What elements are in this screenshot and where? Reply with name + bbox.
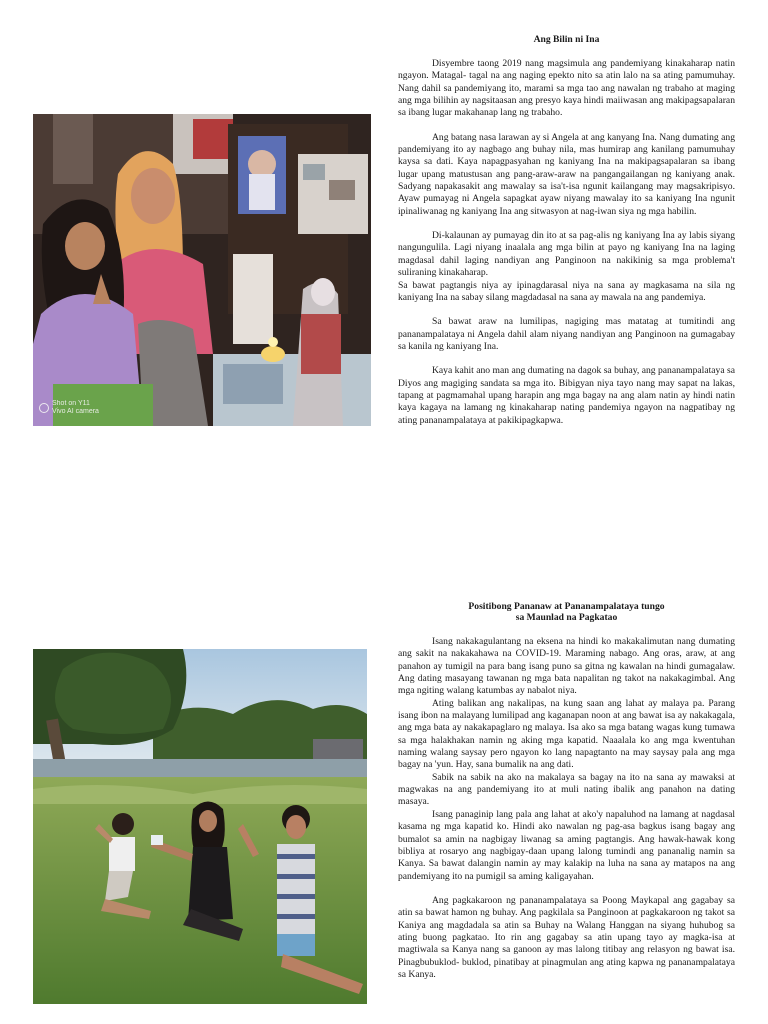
article-1-paragraph-2: Ang batang nasa larawan ay si Angela at ang kanyang Ina. Nang dumating ang pandemiyang ito ay nagbago ang buhay nila, mas humirap ang kanilang pamumuhay kaysa sa dati. Kaya napagpasyahan ng kaniyang Ina na makipagsapalaran sa ibang lugar upang matustusan ang pang-araw-araw na pangangailangan ng kaniyang anak. Sadyang napakasakit ang mawalay sa isa't-isa ngunit kailangang may magsakripisyo. Ayaw pumayag ni Angela sapagkat ayaw niyang mawalay ito sa kaniyang Ina ngunit ipinaliwanag ng kaniyang Ina ang sitwasyon at nag-iwan siya ng mga habilin. xyxy=(398,131,735,217)
article-1-paragraph-6: Kaya kahit ano man ang dumating na dagok sa buhay, ang pananampalataya sa Diyos ang magiging sandata sa mga ito. Bibigyan niya tayo nang may sapat na lakas, tapang at pagmamahal upang harapin ang mga bagay na ang alam natin ay hindi natin kaya kagaya na lamang ng kinakaharap nating pandemiya ngayon na nagpatibay ng ating pananampalataya at pakikipagkapwa. xyxy=(398,365,735,426)
watermark-line-2: Vivo AI camera xyxy=(52,408,99,415)
camera-logo-icon xyxy=(39,403,49,413)
article-2-title-line-1: Positibong Pananaw at Pananampalataya tungo xyxy=(468,601,665,612)
article-2-paragraph-5: Ang pagkakaroon ng pananampalataya sa Poong Maykapal ang gagabay sa atin sa bawat hamon ng buhay. Ang pagkilala sa Panginoon at pagkakaroon ng takot sa Kaniya ang magdadala sa atin sa Buhay na Walang Hanggan na siyang huhubog sa ating buong pagkatao. Ito rin ang gagabay sa atin upang tayo ay magka-isa at magtiwala sa Kanya nang sa ganoon ay mas lalong titibay ang relasyon ng bawat isa. Pinagbubuklod- buklod, pinatibay at pinagmulan ang ating kapwa ng pananampalataya sa Kanya. xyxy=(398,894,735,980)
article-2-paragraph-4: Isang panaginip lang pala ang lahat at ako'y napaluhod na lamang at nagdasal kasama ng mga kapatid ko. Hindi ako nawalan ng pag-asa bagkus isang bagay ang bumalot sa amin na nagbigay liwanag sa aming pagtangis. Ang hawak-hawak kong bibliya at rosaryo ang nagbigay-daan upang lalong tumindi ang pananalig namin sa Kanya. Sa bawat dalangin namin ay may kalakip na luha na sana ay matapos na ang pandemiyang ito na pumigil sa aming kaligayahan. xyxy=(398,808,735,882)
article-positibong-pananaw xyxy=(398,601,735,981)
photo-children-praying xyxy=(33,649,367,1004)
photo-children-praying-image xyxy=(33,649,367,1004)
camera-watermark xyxy=(39,400,99,416)
watermark-line-1: Shot on Y11 xyxy=(52,400,90,407)
article-2-paragraph-3: Sabik na sabik na ako na makalaya sa bagay na ito na sana ay mawaksi at magwakas na ang pandemiyang ito at muli nating ibalik ang panahon na dating masaya. xyxy=(398,771,735,808)
photo-angela-and-mother-image xyxy=(33,114,371,426)
photo-angela-and-mother xyxy=(33,114,371,426)
article-1-title: Ang Bilin ni Ina xyxy=(533,34,600,45)
article-1-paragraph-5: Sa bawat araw na lumilipas, nagiging mas matatag at tumitindi ang pananampalataya ni Angela dahil alam niyang nandiyan ang Panginoon na gumagabay sa kanila ng kaniyang Ina. xyxy=(398,316,735,352)
article-ang-bilin-ni-ina xyxy=(398,34,735,427)
article-2-paragraph-2: Ating balikan ang nakalipas, na kung saan ang lahat ay malaya pa. Parang isang ibon na malayang lumilipad ang kaganapan noon at ang bawat isa ay nakakagala, ang mga bata ay nakakapaglaro ng malaya. Isa ako sa mga batang wagas kung tumawa sa mga halakhakan namin ng aking mga kapatid. Naaalala ko ang mga kwentuhan naming walang saysay pero ngayon ko lang napagtanto na may saysay pala ang mga bagay na 'yun. Hay, sana bumalik na ang dati. xyxy=(398,697,735,771)
article-2-title xyxy=(398,601,735,623)
article-2-paragraph-1: Isang nakakagulantang na eksena na hindi ko makakalimutan nang dumating ang sakit na nakakahawa na COVID-19. Maraming nabago. Ang oras, araw, at ang panahon ay tumigil na para bang isang puno sa gitna ng kawalan na hindi gumagalaw. Ang dating masayang tawanan ng mga bata napalitan ng takot na nakakagimbal. Ang mga ngiting walang katumbas ay nabalot niya. xyxy=(398,636,735,697)
article-2-title-line-2: sa Maunlad na Pagkatao xyxy=(515,612,618,623)
article-1-paragraph-3: Di-kalaunan ay pumayag din ito at sa pag-alis ng kaniyang Ina ay labis siyang nangungulila. Lagi niyang inaalala ang mga bilin at payo ng kaniyang Ina na laging magdasal dahil laging nandiyan ang Panginoon na nakikinig sa mga problema't suliraning kinakaharap. xyxy=(398,230,735,279)
article-1-paragraph-1: Disyembre taong 2019 nang magsimula ang pandemiyang kinakaharap natin ngayon. Matagal- tagal na ang naging epekto nito sa atin lalo na sa ating pamumuhay. Nang dahil sa pandemiyang ito, marami sa mga tao ang nawalan ng trabaho at maging ang mga bilihin ay nagsitaasan ang presyo kaya hindi maiiwasan ang makipagsapalaran sa ibang lugar makahanap lang ng trabaho. xyxy=(398,58,735,119)
article-1-paragraph-4: Sa bawat pagtangis niya ay ipinagdarasal niya na sana ay magkasama na sila ng kaniyang Ina na sabay silang magdadasal na sana ay mawala na ang pandemiya. xyxy=(398,279,735,303)
